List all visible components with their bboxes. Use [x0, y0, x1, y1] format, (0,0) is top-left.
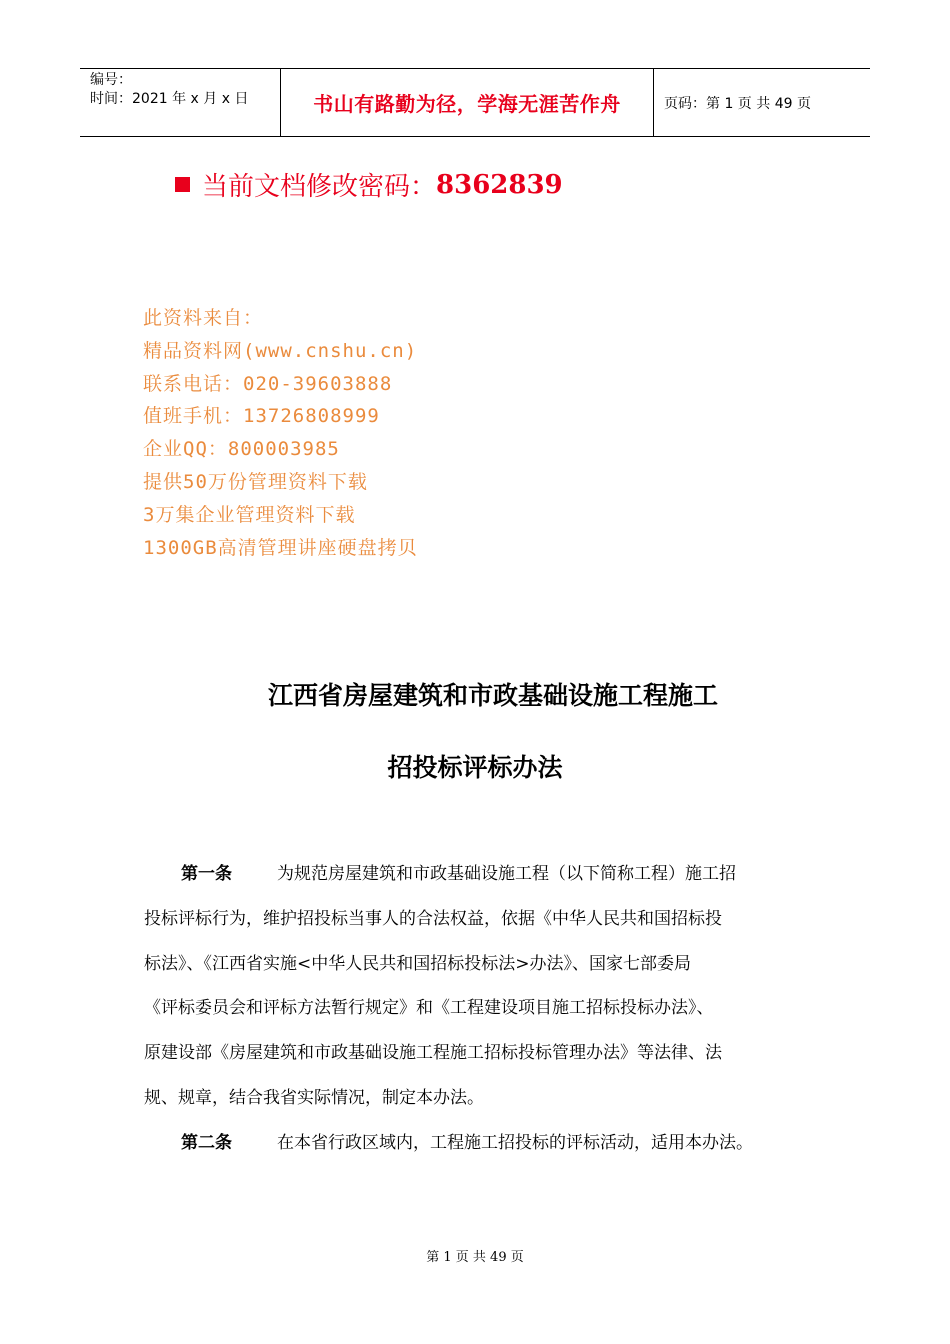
article-text: 原建设部《房屋建筑和市政基础设施工程施工招标投标管理办法》等法律、法 — [144, 1043, 722, 1064]
page-footer: 第 1 页 共 49 页 — [426, 1250, 524, 1265]
number-label: 编号： — [90, 72, 132, 88]
header-motto: 书山有路勤为径，学海无涯苦作舟 — [281, 69, 654, 136]
article-label: 第一条 — [181, 864, 232, 884]
source-line: 提供50万份管理资料下载 — [143, 470, 368, 493]
password-label: 当前文档修改密码： — [202, 172, 437, 202]
source-line: 企业QQ：800003985 — [143, 438, 340, 461]
document-body — [144, 852, 809, 1166]
source-line: 联系电话：020-39603888 — [143, 372, 393, 395]
source-line: 1300GB高清管理讲座硬盘拷贝 — [143, 536, 418, 559]
red-square-icon — [175, 177, 190, 192]
document-title-line2: 招投标评标办法 — [387, 753, 563, 782]
source-info-block — [143, 302, 418, 564]
article-text: 规、规章，结合我省实际情况，制定本办法。 — [144, 1087, 484, 1108]
time-label: 时间：2021 年 x 月 x 日 — [90, 91, 249, 107]
source-line: 精品资料网(www.cnshu.cn) — [143, 339, 418, 362]
source-line: 3万集企业管理资料下载 — [143, 503, 356, 526]
header-table — [80, 68, 870, 137]
article-text: 标法》、《江西省实施<中华人民共和国招标投标法>办法》、国家七部委局 — [144, 953, 691, 974]
article-text: 在本省行政区域内，工程施工招投标的评标活动，适用本办法。 — [277, 1132, 753, 1153]
password-line — [175, 166, 563, 203]
password-code: 8362839 — [436, 169, 563, 200]
article-1-first-line — [144, 852, 809, 897]
article-text: 投标评标行为，维护招投标当事人的合法权益，依据《中华人民共和国招标投 — [144, 908, 722, 929]
source-line: 此资料来自： — [143, 307, 264, 329]
source-line: 值班手机：13726808999 — [143, 405, 380, 428]
header-page-info: 页码：第 1 页 共 49 页 — [664, 95, 811, 112]
document-title-line1: 江西省房屋建筑和市政基础设施工程施工 — [267, 681, 718, 710]
article-text: 《评标委员会和评标方法暂行规定》和《工程建设项目施工招标投标办法》、 — [144, 998, 714, 1019]
article-2-first-line — [144, 1121, 809, 1166]
article-label: 第二条 — [181, 1132, 232, 1153]
header-left-cell — [80, 69, 281, 136]
article-text: 为规范房屋建筑和市政基础设施工程（以下简称工程）施工招 — [277, 864, 736, 884]
